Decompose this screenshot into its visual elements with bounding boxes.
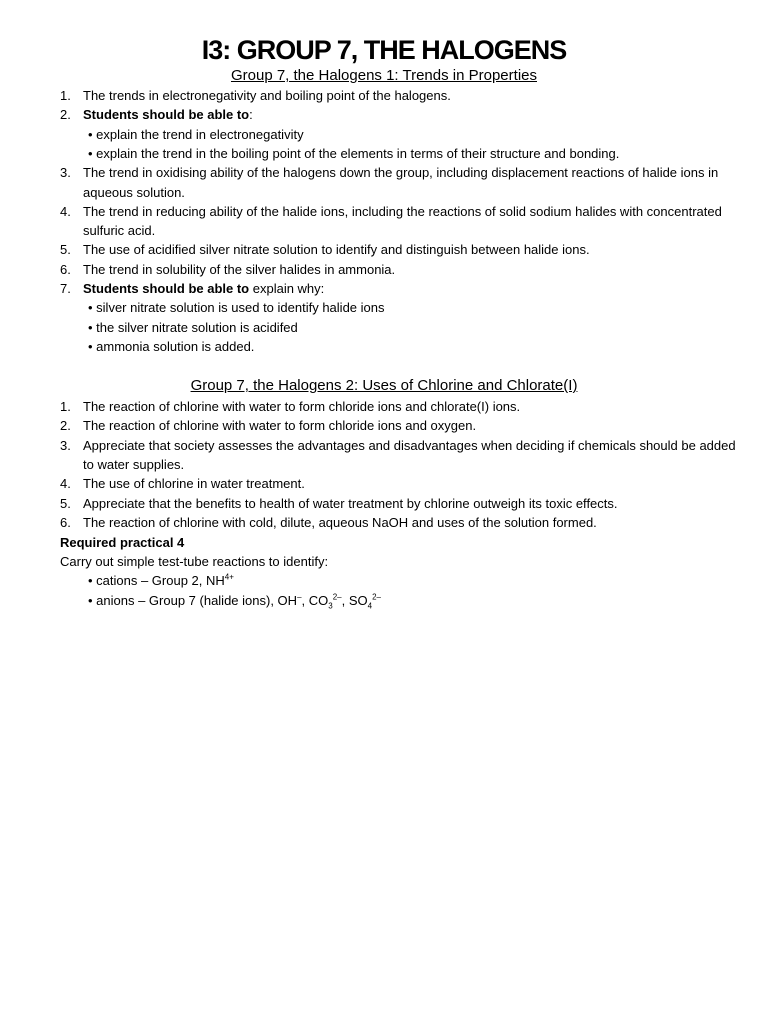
- item-continuation: sulfuric acid.: [83, 223, 156, 239]
- item-continuation: to water supplies.: [83, 456, 185, 472]
- bullet-point: • the silver nitrate solution is acidifed: [88, 319, 298, 335]
- item-text: The use of acidified silver nitrate solution to identify and distinguish between halide ions.: [83, 242, 590, 258]
- item-number: 2.: [60, 107, 71, 123]
- practical-cations: • cations – Group 2, $NH^{4+}$: [88, 572, 234, 588]
- bullet-point: • explain the trend in the boiling point of the elements in terms of their structure and bonding.: [88, 145, 620, 161]
- item-number: 5.: [60, 242, 71, 258]
- section-1-heading: Group 7, the Halogens 1: Trends in Properties: [230, 67, 537, 84]
- bullet-point: • ammonia solution is added.: [88, 338, 255, 354]
- item-number: 7.: [60, 281, 71, 296]
- item-text-after: :: [249, 107, 253, 123]
- practical-anions: • anions – Group 7 (halide ions), OH–, $CO_3^{2-}$, $SO_4^{2-}$: [88, 592, 381, 611]
- item-text: [83, 279, 324, 298]
- item-text: The trend in oxidising ability of the halogens down the group, including displacement reactions of halide ions in: [83, 165, 719, 181]
- page-title: I3: GROUP 7, THE HALOGENS: [201, 35, 567, 65]
- item-number: 1.: [60, 88, 71, 103]
- item-number: 5.: [60, 495, 71, 511]
- practical-intro: Carry out simple test-tube reactions to identify:: [60, 554, 329, 569]
- item-text: The reaction of chlorine with cold, dilute, aqueous NaOH and uses of the solution formed.: [83, 514, 597, 530]
- item-number: 3.: [60, 437, 71, 453]
- section-2-heading: Group 7, the Halogens 2: Uses of Chlorine and Chlorate(I): [190, 377, 578, 394]
- item-bold-lead: Students should be able to: [83, 107, 250, 123]
- item-number: 3.: [60, 165, 71, 181]
- item-number: 2.: [60, 418, 71, 434]
- item-text: Appreciate that the benefits to health of water treatment by chlorine outweigh its toxic effects.: [83, 495, 618, 511]
- item-text: The reaction of chlorine with water to form chloride ions and oxygen.: [83, 418, 477, 434]
- item-text: The trend in solubility of the silver halides in ammonia.: [83, 261, 396, 277]
- item-text: Appreciate that society assesses the advantages and disadvantages when deciding if chemicals should be added: [83, 437, 736, 453]
- item-text: The trends in electronegativity and boiling point of the halogens.: [83, 88, 451, 103]
- item-number: 6.: [60, 261, 71, 277]
- item-number: 4.: [60, 203, 71, 219]
- item-number: 4.: [60, 476, 71, 492]
- item-text: The trend in reducing ability of the halide ions, including the reactions of solid sodium halides with concentrated: [83, 203, 722, 219]
- bullet-point: • explain the trend in electronegativity: [88, 126, 304, 142]
- item-text: The reaction of chlorine with water to form chloride ions and chlorate(I) ions.: [83, 399, 521, 414]
- item-number: 1.: [60, 399, 71, 414]
- practical-heading: Required practical 4: [60, 535, 185, 550]
- item-bold-lead: Students should be able to: [83, 281, 250, 296]
- item-text-after: explain why:: [249, 281, 325, 296]
- item-number: 6.: [60, 514, 71, 530]
- item-text: The use of chlorine in water treatment.: [83, 476, 305, 492]
- item-text: [83, 105, 253, 124]
- item-continuation: aqueous solution.: [83, 184, 185, 200]
- bullet-point: • silver nitrate solution is used to identify halide ions: [88, 300, 385, 316]
